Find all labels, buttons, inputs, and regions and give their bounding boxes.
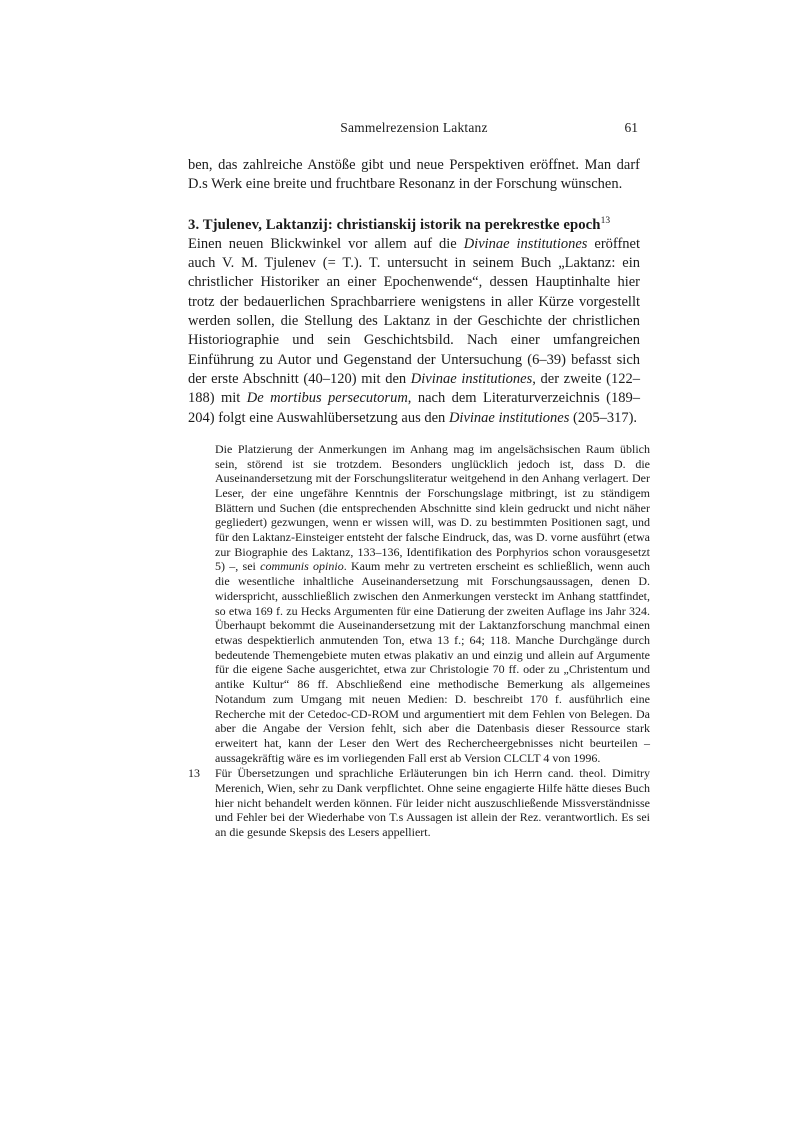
- page-number: 61: [624, 120, 638, 135]
- text-segment: . Kaum mehr zu vertreten erscheint es schließlich, wenn auch die wesentliche inhaltliche Auseinandersetzung mit Forschungsaussagen, denen D. widerspricht, ausschließlich zwischen den Anmerkungen versteckt im Anhang stattfindet, so etwa 169 f. zu Hecks Argumenten für eine Datierung der zweiten Auflage ins Jahr 324. Überhaupt bekommt die Auseinandersetzung mit der Laktanzforschung manchmal einen etwas despektierlich anmutenden Ton, etwa 13 f.; 64; 118. Manche Durchgänge durch bedeutende Themengebiete muten etwas plakativ an und einzig und allein auf Argumente für die eigene Sache ausgerichtet, etwa zur Christologie 70 ff. oder zu „Christentum und antike Kultur“ 86 ff. Abschließend eine methodische Bemerkung als allgemeines Notandum zum Umgang mit neuen Medien: D. beschreibt 170 f. ausführlich eine Recherche mit der Cetedoc-CD-ROM und argumentiert mit dem Fehlen von Belegen. Da aber die Angabe der Version fehlt, sich aber die Datenbasis dieser Ressource stark erweitert hat, kann der Leser den Wert des Rechercheergebnisses nicht beurteilen – aussagekräftig wäre es im vorliegenden Fall erst ab Version CLCLT 4 von 1996.: [215, 559, 650, 765]
- footnote-number: 13: [188, 766, 200, 781]
- text-segment: , der zweite (122–188) mit: [188, 370, 640, 407]
- text-segment-italic: Divinae institutiones: [448, 409, 570, 426]
- footnote-reference: 13: [600, 215, 611, 226]
- text-segment: Die Platzierung der Anmerkungen im Anhang mag im angelsächsischen Raum üblich sein, störend ist sie trotzdem. Besonders unglücklich jedoch ist, dass D. die Auseinandersetzung mit der Forschungsliteratur weitgehend in den Anhang verlagert. Der Leser, der eine ungefähre Kenntnis der Forschungslage mitbringt, ist zu ständigem Blättern und Suchen (die entsprechenden Abschnitte sind klein gedruckt und nicht näher gegliedert) gezwungen, wenn er wissen will, was D. zu bestimmten Positionen sagt, und für den Laktanz-Einsteiger entsteht der falsche Eindruck, das, was D. vorne ausführt (etwa zur Biographie des Laktanz, 133–136, Identifikation des Porphyrios schon vorausgesetzt 5) –, sei: [215, 441, 650, 574]
- text-segment-italic: communis opinio: [260, 559, 344, 574]
- section-body-paragraph: [188, 235, 640, 428]
- running-header: [188, 120, 640, 136]
- small-print-block: [215, 442, 650, 765]
- footnote: [188, 766, 650, 840]
- text-segment: , nach dem Literaturverzeichnis (189–204) folgt eine Auswahlübersetzung aus den: [188, 390, 640, 426]
- text-segment-italic: De mortibus persecutorum: [246, 390, 408, 407]
- section-heading: [188, 216, 640, 235]
- running-title: Sammelrezension Laktanz: [340, 120, 488, 135]
- footnote-text: Für Übersetzungen und sprachliche Erläuterungen bin ich Herrn cand. theol. Dimitry Merenich, Wien, sehr zu Dank verpflichtet. Ohne seine engagierte Hilfe hätte dieses Buch hier nicht behandelt werden können. Für leider nicht auszuschließende Missverständnisse und Fehler bei der Wiederhabe von T.s Aussagen ist allein der Rez. verantwortlich. Es sei an die gesunde Skepsis des Lesers appelliert.: [215, 766, 650, 840]
- intro-paragraph: ben, das zahlreiche Anstöße gibt und neue Perspektiven eröffnet. Man darf D.s Werk eine breite und fruchtbare Resonanz in der Forschung wünschen.: [188, 157, 640, 193]
- text-segment-italic: Divinae institutiones: [410, 370, 533, 387]
- text-segment: eröffnet auch V. M. Tjulenev (= T.). T. untersucht in seinem Buch „Laktanz: ein christlicher Historiker an einer Epochenwende“, dessen Hauptinhalte hier trotz der bedauerlichen Sprachbarriere wenigstens in aller Kürze vorgestellt werden sollen, die Stellung des Laktanz in der Geschichte der christlichen Historiographie und sein Geschichtsbild. Nach einer umfangreichen Einführung zu Autor und Gegenstand der Untersuchung (6–39) befasst sich der erste Abschnitt (40–120) mit den: [188, 235, 641, 387]
- section-heading-text: 3. Tjulenev, Laktanzij: christianskij istorik na perekrestke epoch: [188, 216, 601, 233]
- text-segment-italic: Divinae institutiones: [463, 235, 588, 252]
- text-segment: (205–317).: [569, 409, 638, 426]
- text-segment: Einen neuen Blickwinkel vor allem auf die: [188, 235, 464, 252]
- text-block: [188, 120, 650, 840]
